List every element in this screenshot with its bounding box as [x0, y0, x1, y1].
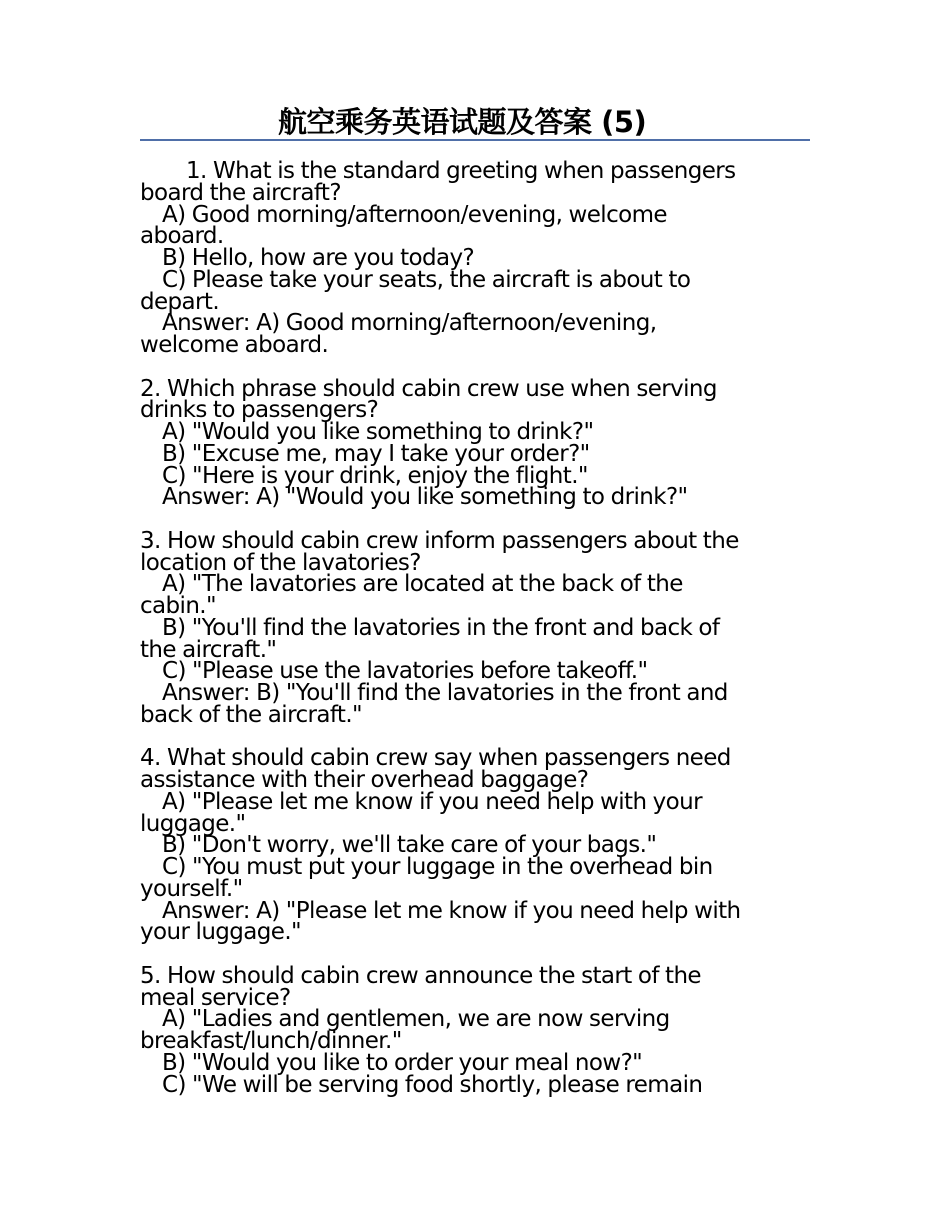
question-4-text-line-1: 4. What should cabin crew say when passengers need: [140, 745, 731, 772]
question-3-answer-line-2: back of the aircraft.": [140, 701, 363, 728]
question-2-answer: Answer: A) "Would you like something to drink?": [162, 484, 688, 511]
question-1-option-c-line-1: C) Please take your seats, the aircraft is about to: [162, 266, 691, 293]
question-3-option-b-line-1: B) "You'll find the lavatories in the front and back of: [162, 614, 720, 641]
question-5-option-a-line-1: A) "Ladies and gentlemen, we are now serving: [162, 1006, 670, 1033]
question-4-option-a-line-2: luggage.": [140, 810, 246, 837]
question-4-answer-line-2: your luggage.": [140, 919, 302, 946]
question-4-option-a-line-1: A) "Please let me know if you need help with your: [162, 788, 702, 815]
question-2-text-line-1: 2. Which phrase should cabin crew use when serving: [140, 375, 717, 402]
question-1-text-line-2: board the aircraft?: [140, 179, 341, 206]
question-1-option-a-line-1: A) Good morning/afternoon/evening, welcome: [162, 201, 667, 228]
question-4-text-line-2: assistance with their overhead baggage?: [140, 767, 589, 793]
question-2-option-b: B) "Excuse me, may I take your order?": [162, 440, 590, 467]
question-5-text-line-1: 5. How should cabin crew announce the start of the: [140, 962, 701, 989]
question-5: [140, 962, 830, 1098]
document-title: 航空乘务英语试题及答案 (5): [278, 105, 647, 139]
document-body: [140, 158, 830, 1118]
question-1-option-a-line-2: aboard.: [140, 223, 224, 250]
question-3: [140, 527, 830, 728]
question-1-option-c-line-2: depart.: [140, 288, 220, 315]
question-3-text-line-2: location of the lavatories?: [140, 549, 421, 576]
question-5-option-a-line-2: breakfast/lunch/dinner.": [140, 1028, 402, 1054]
question-3-answer-line-1: Answer: B) "You'll find the lavatories in the front and: [162, 680, 728, 706]
question-1-answer-line-1: Answer: A) Good morning/afternoon/evening,: [162, 310, 657, 337]
question-2: [140, 375, 830, 511]
question-5-option-b: B) "Would you like to order your meal now?": [162, 1049, 643, 1076]
question-3-option-a-line-2: cabin.": [140, 593, 216, 619]
question-2-option-c: C) "Here is your drink, enjoy the flight.": [162, 462, 588, 489]
question-3-option-a-line-1: A) "The lavatories are located at the back of the: [162, 571, 683, 598]
title-underline: [140, 139, 810, 141]
question-2-option-a: A) "Would you like something to drink?": [162, 419, 594, 445]
question-1-answer-line-2: welcome aboard.: [140, 332, 329, 358]
question-1-option-b: B) Hello, how are you today?: [162, 245, 475, 271]
question-1: [140, 158, 830, 358]
question-3-option-c: C) "Please use the lavatories before takeoff.": [162, 658, 648, 685]
question-4-option-c-line-1: C) "You must put your luggage in the overhead bin: [162, 854, 713, 880]
question-3-text-line-1: 3. How should cabin crew inform passengers about the: [140, 527, 739, 554]
question-5-option-c-line-1: C) "We will be serving food shortly, please remain: [162, 1071, 703, 1098]
question-4: [140, 745, 830, 946]
question-3-option-b-line-2: the aircraft.": [140, 636, 277, 663]
question-4-option-b: B) "Don't worry, we'll take care of your bags.": [162, 832, 657, 859]
question-5-text-line-2: meal service?: [140, 984, 291, 1011]
question-2-text-line-2: drinks to passengers?: [140, 397, 379, 424]
question-4-option-c-line-2: yourself.": [140, 875, 243, 902]
question-1-text-line-1: 1. What is the standard greeting when passengers: [186, 158, 736, 184]
question-4-answer-line-1: Answer: A) "Please let me know if you need help with: [162, 897, 741, 924]
